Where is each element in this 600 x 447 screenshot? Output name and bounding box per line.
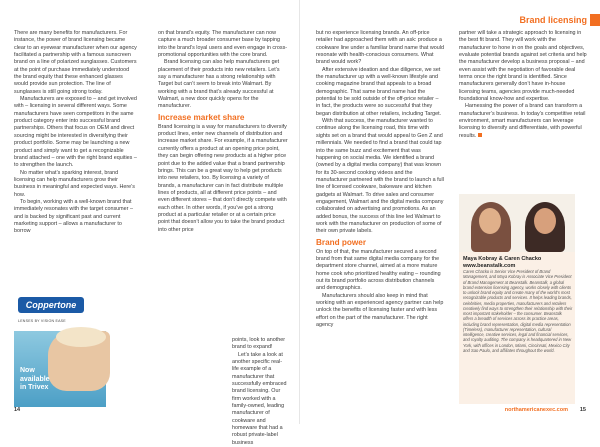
paragraph: On top of that, the manufacturer secured a second brand from that same digital media company for the department store channel, aimed at a more mature home cook who prioritized healthy eating – rounding out its brand portfolio across distribution channels and demographics.: [316, 248, 441, 292]
paragraph: Let’s take a look at another specific real-life example of a manufacturer that successfully embraced brand licensing. Our firm worked with a family-owned, leading manufacturer of cookware and homeware that had a robust private-label business: [232, 351, 287, 446]
ad-tagline: LENSES BY VISION EASE: [18, 319, 66, 323]
page-number-left: 14: [14, 407, 21, 413]
paragraph-text: Harnessing the power of a brand can transform a manufacturer’s business. In today’s competitive retail environment, smart manufacturers can leverage licensing to diversify and differentiate, with powerful results.: [459, 103, 586, 139]
ad-cta-line: available: [20, 375, 50, 383]
author-website[interactable]: www.beanstalk.com: [463, 263, 516, 269]
ad-cta-line: in Trivex: [20, 384, 49, 391]
paragraph: With that success, the manufacturer wanted to continue along the licensing road, this time with sights set on a brand that would appeal to Gen Z and millennials. We needed to find a brand that could tap into the same buzz and excitement that was happening on social media. We identified a brand (owned by a digital media company) that was known for its 30-second cooking videos and the manufacturer partnered with the brand to launch a full line of licensed cookware, bakeware and kitchen gadgets at Walmart. To drive sales and consumer engagement, Walmart and the digital media company collaborated on advertising and promotions. As an added bonus, the success of this line led Walmart to work with the manufacturer on production of some of their own private labels.: [316, 118, 444, 235]
right-column-2: [459, 30, 587, 140]
author-photo-face: [534, 208, 556, 234]
paragraph: After extensive ideation and due diligence, we set the manufacturer up with a well-known lifestyle and cooking magazine brand that appeals to a broad demographic. That same brand name had the potential to be sold outside of the off-price retailer – in fact, the products were so successful that they began distribution at other retailers, including Target.: [316, 66, 442, 117]
section-color-bar: [590, 14, 600, 26]
paragraph: but no experience licensing brands. An off-price retailer had approached them with an ask: produce a cookware line under a familiar brand name that would resonate with health-conscious consumers. What brand would work?: [316, 30, 444, 66]
paragraph: Manufacturers are exposed to – and get involved with – licensing in several different ways. Some manufacturers have seen competitors in the same product category enter into successful brand partnerships. Others that focus on OEM and direct sourcing might be interested in diversifying their product portfolio. Some may be launching a new product and simply want to get a recognizable brand attached – one with the right brand equities – to strengthen the launch.: [14, 96, 137, 169]
paragraph: Manufacturers should also keep in mind that working with an experienced agency partner can help unlock the benefits of licensing faster and with less effort on the part of the manufacturer. The right agency: [316, 292, 444, 329]
right-column-1: [316, 30, 444, 329]
advertisement[interactable]: [14, 291, 106, 407]
publication-url[interactable]: northamericanexec.com: [504, 407, 568, 413]
paragraph: To begin, working with a well-known brand that immediately resonates with the target consumer – and is backed by significant past and current marketing support – allows a manufacturer to borrow: [14, 198, 133, 235]
paragraph: Brand licensing is a way for manufacturers to diversify product lines, enter new channels of distribution and increase market share. For example, if a manufacturer currently offers a product at an opening price point, they can begin offering new products at a higher price point due to the added value that a brand partnership brings. This can be a great way to help get products into new retailers, too. By licensing a variety of brands, a manufacturer can in fact distribute multiple lines of products, all at different price points – and even different stores – that don’t directly compete with each other. In other words, if you’ve got a strong product at a particular retailer or at a certain price point that doesn’t allow you to take the brand product into other price: [158, 123, 288, 233]
author-bio-text: Caren Chacko is Senior Vice President of Brand Management, and Maya Kobray is Associate Vice President of Brand Management at Beanstalk. Beanstalk, a global brand extension licensing agency, works closely with clients to unlock brand equity and create many of the world’s most recognizable products and services. It helps leading brands, celebrities, media properties, manufacturers and retailers creatively find ways to strengthen their relationship with their most important stakeholder – the consumer. Beanstalk offers a breadth of services across its practice areas, including brand representation, digital media representation (Timeless), manufacturer representation, cultural intelligence, creative services, legal and financial services, and royalty auditing. The company is headquartered in New York, with offices in London, Miami, Cincinnati, Mexico City and Sao Paulo, and affiliates throughout the world.: [463, 269, 573, 353]
author-photo-face: [479, 208, 501, 234]
author-bio-box: [459, 252, 575, 404]
left-page: [0, 0, 300, 446]
left-column-1: [14, 30, 138, 236]
paragraph: on that brand’s equity. The manufacturer can now capture a much broader consumer base by tapping into the brand’s loyal users and even engage in cross-promotional opportunities with the core brand.: [158, 30, 288, 59]
ad-brand-logo: Coppertone: [18, 297, 84, 313]
section-label: Brand licensing: [519, 15, 587, 25]
ad-call-to-action: [20, 367, 50, 393]
paragraph: Brand licensing can also help manufacturers get placement of their products into new retailers. Let’s say a manufacturer has a strong relationship with Target but can’t seem to break into Walmart. By working with a brand that’s already successful at Walmart, a new door quickly opens for the manufacturer.: [158, 59, 280, 110]
paragraph: There are many benefits for manufacturers. For instance, the power of brand licensing became clear to an eyewear manufacturer when our agency facilitated a partnership with a famous sunscreen brand on a line of polarized sunglasses. Customers at the point of purchase immediately understood the brand equity that these enhanced glasses would provide sun protection. The line of sunglasses is still going strong today.: [14, 30, 137, 95]
paragraph: partner will take a strategic approach to licensing in the best fit brand. They will work with the manufacturer to hone in on the goals and objectives, evaluate potential brands against set criteria and help the manufacturer develop a business proposal – and even assist with the negotiation of favorable deal terms once the right brand is identified. Since manufacturers generally don’t have in-house licensing teams, agencies provide much-needed foundational know-how and expertise.: [459, 30, 587, 103]
ad-hat-image: [56, 327, 106, 347]
section-heading: Increase market share: [158, 112, 245, 122]
author-names: [463, 256, 541, 270]
left-column-2-wrap: [232, 337, 288, 447]
section-header: [519, 14, 600, 26]
author-photo: [459, 194, 575, 252]
page-number-right: 15: [579, 407, 586, 413]
paragraph: points, look to another brand to expand!: [232, 337, 286, 351]
author-names-text: Maya Kobray & Caren Chacko: [463, 256, 542, 262]
paragraph: [459, 103, 587, 140]
section-heading: Brand power: [316, 237, 367, 247]
paragraph: No matter what’s sparking interest, brand licensing can help manufacturers grow their business in meaningful and expected ways. Here’s how.: [14, 169, 135, 198]
end-mark-icon: [478, 133, 482, 137]
left-column-2: [158, 30, 288, 234]
ad-cta-line: Now: [20, 367, 35, 374]
